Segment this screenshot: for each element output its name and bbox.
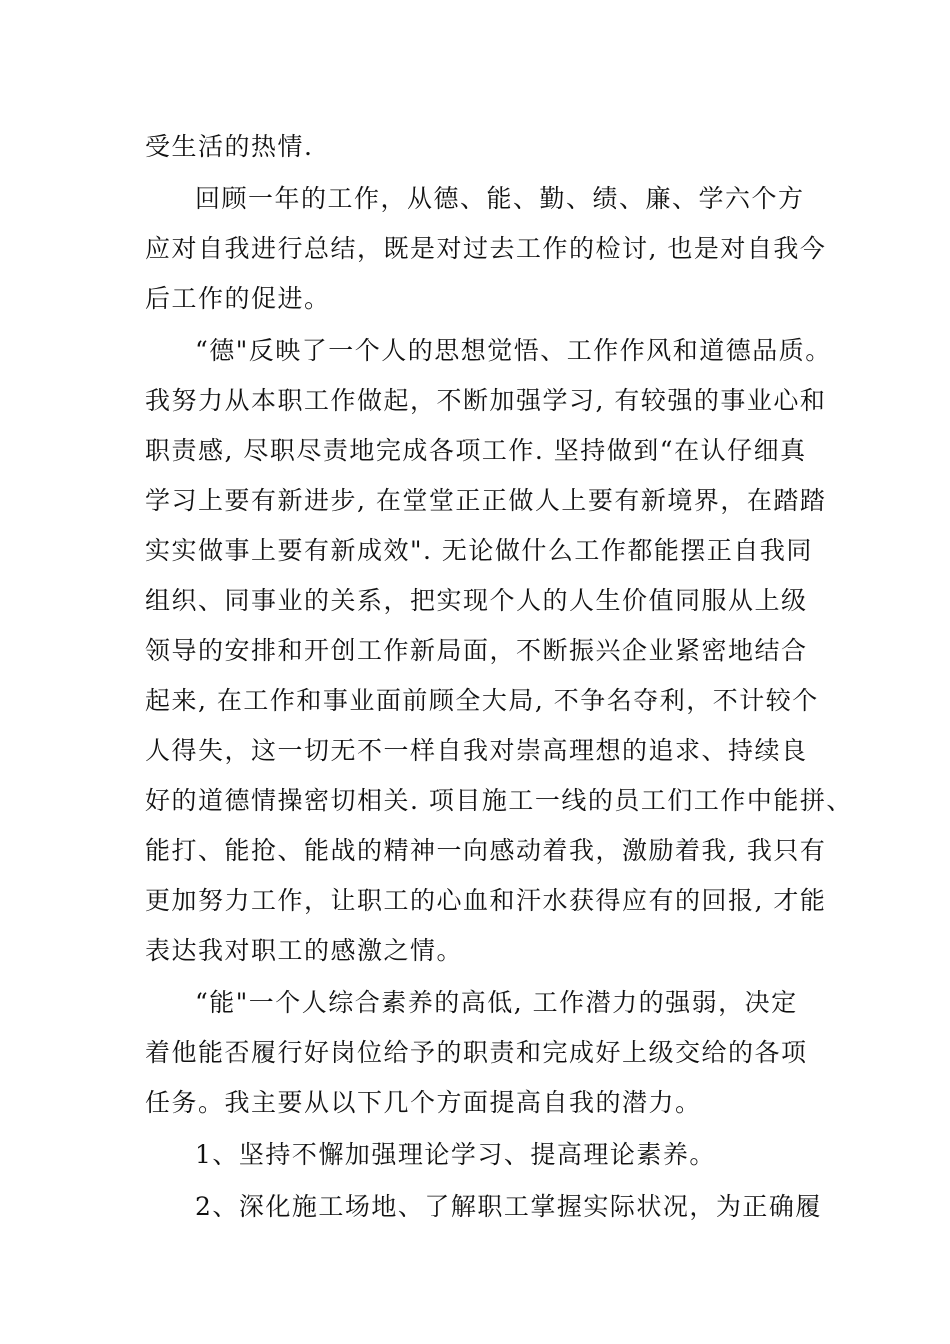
text-line: 后工作的促进。: [145, 284, 331, 313]
text-line: 领导的安排和开创工作新局面，不断振兴企业紧密地结合: [145, 636, 808, 665]
text-line: 能打、能抢、能战的精神一向感动着我，激励着我, 我只有: [145, 836, 827, 865]
text-line: 职责感, 尽职尽责地完成各项工作. 坚持做到“在认仔细真: [145, 436, 807, 465]
paragraph-start: “能"一个人综合素养的高低, 工作潜力的强弱，决定: [195, 988, 798, 1017]
text-line: 表达我对职工的感激之情。: [145, 936, 464, 965]
text-line: 组织、同事业的关系，把实现个人的人生价值同服从上级: [145, 586, 808, 615]
paragraph-start: “德"反映了一个人的思想觉悟、工作作风和道德品质。: [195, 336, 832, 365]
text-line: 好的道德情操密切相关. 项目施工一线的员工们工作中能拼、: [145, 786, 853, 815]
numbered-item: 1、坚持不懈加强理论学习、提高理论素养。: [195, 1140, 716, 1169]
text-line: 我努力从本职工作做起，不断加强学习, 有较强的事业心和: [145, 386, 827, 415]
numbered-item: 2、深化施工场地、了解职工掌握实际状况，为正确履: [195, 1192, 822, 1221]
paragraph-start: 回顾一年的工作，从德、能、勤、绩、廉、学六个方: [195, 184, 805, 213]
text-line: 受生活的热情.: [145, 132, 314, 161]
text-line: 起来, 在工作和事业面前顾全大局, 不争名夺利，不计较个: [145, 686, 819, 715]
text-line: 人得失，这一切无不一样自我对崇高理想的追求、持续良: [145, 736, 808, 765]
text-line: 应对自我进行总结，既是对过去工作的检讨, 也是对自我今: [145, 234, 827, 263]
text-line: 更加努力工作，让职工的心血和汗水获得应有的回报, 才能: [145, 886, 827, 915]
text-line: 实实做事上要有新成效". 无论做什么工作都能摆正自我同: [145, 536, 813, 565]
text-line: 学习上要有新进步, 在堂堂正正做人上要有新境界，在踏踏: [145, 486, 827, 515]
text-line: 着他能否履行好岗位给予的职责和完成好上级交给的各项: [145, 1038, 808, 1067]
text-line: 任务。我主要从以下几个方面提高自我的潜力。: [145, 1088, 702, 1117]
